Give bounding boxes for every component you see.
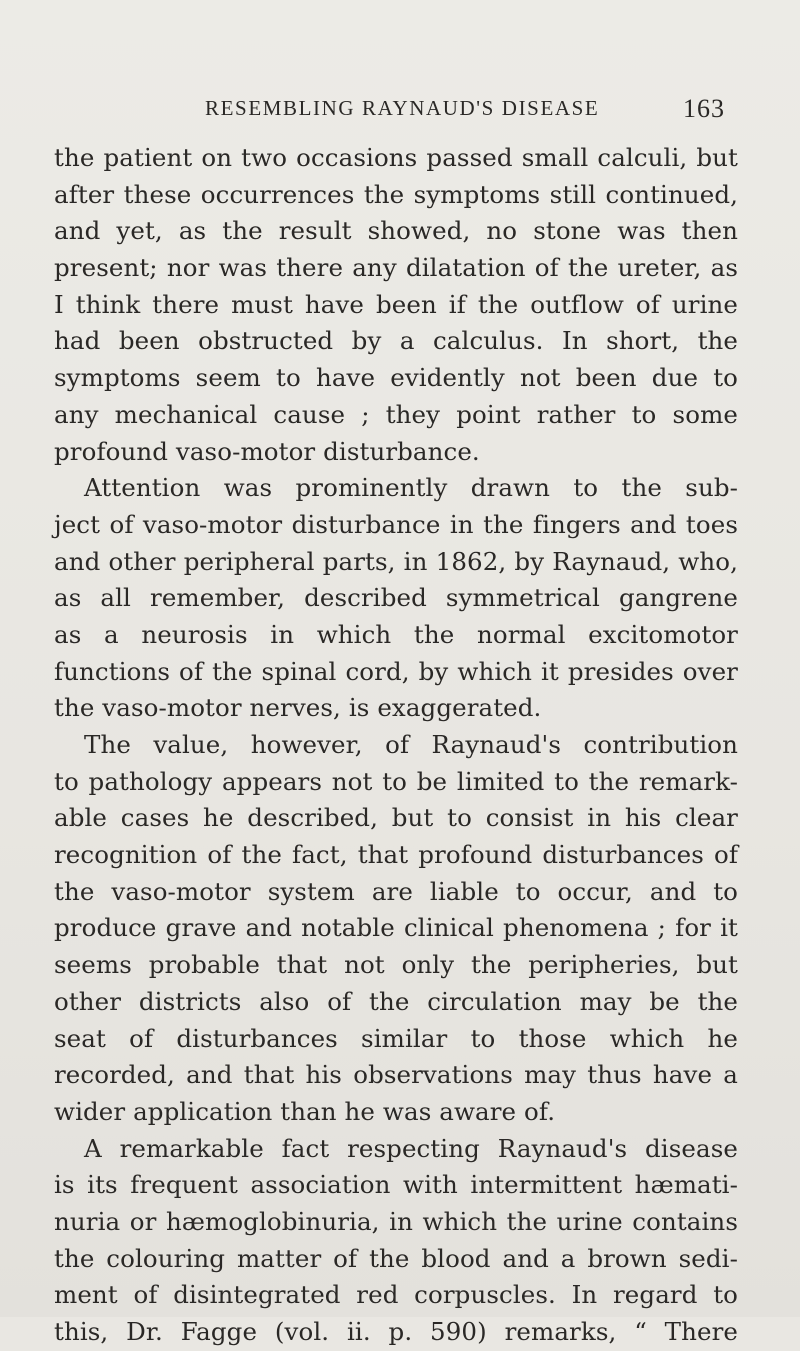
text-line: as all remember, described symmetrical gangrene xyxy=(54,583,738,613)
text-line: produce grave and notable clinical phenomena ; for it xyxy=(54,913,738,943)
text-line: present; nor was there any dilatation of the ureter, as xyxy=(54,253,738,283)
text-line: symptoms seem to have evidently not been due to xyxy=(54,363,738,393)
text-line: functions of the spinal cord, by which it presides over xyxy=(54,656,738,686)
text-line: the patient on two occasions passed small calculi, but xyxy=(54,143,738,172)
text-line: is its frequent association with intermittent hæmati- xyxy=(54,1170,738,1200)
text-line: seat of disturbances similar to those which he xyxy=(54,1023,738,1053)
page-number: 163 xyxy=(683,94,725,123)
text-line: recorded, and that his observations may thus have a xyxy=(54,1060,738,1090)
text-line: to pathology appears not to be limited to the remark- xyxy=(54,766,738,796)
text-line: other districts also of the circulation may be the xyxy=(54,986,738,1016)
text-line: the colouring matter of the blood and a brown sedi- xyxy=(54,1243,738,1273)
paragraph-first-line: The value, however, of Raynaud's contribution xyxy=(84,730,738,759)
text-line: and yet, as the result showed, no stone was then xyxy=(54,216,738,246)
running-head xyxy=(205,96,725,130)
text-line: wider application than he was aware of. xyxy=(54,1096,556,1126)
text-line: the vaso-motor system are liable to occur, and to xyxy=(54,876,738,906)
text-line: profound vaso-motor disturbance. xyxy=(54,436,480,466)
text-line: as a neurosis in which the normal excitomotor xyxy=(54,619,738,649)
text-line: ment of disintegrated red corpuscles. In regard to xyxy=(54,1280,738,1310)
text-line: ject of vaso-motor disturbance in the fingers and toes xyxy=(54,509,738,539)
text-line: and other peripheral parts, in 1862, by Raynaud, who, xyxy=(54,546,738,576)
text-line: any mechanical cause ; they point rather to some xyxy=(54,399,738,429)
running-title: RESEMBLING RAYNAUD'S DISEASE xyxy=(205,96,600,120)
text-line: recognition of the fact, that profound disturbances of xyxy=(54,840,738,870)
text-line: this, Dr. Fagge (vol. ii. p. 590) remarks, “ There xyxy=(54,1317,738,1346)
text-line: had been obstructed by a calculus. In short, the xyxy=(54,326,738,356)
text-line: seems probable that not only the peripheries, but xyxy=(54,950,738,980)
text-line: after these occurrences the symptoms still continued, xyxy=(54,179,738,209)
paragraph-first-line: A remarkable fact respecting Raynaud's disease xyxy=(84,1133,738,1163)
paragraph-first-line: Attention was prominently drawn to the sub- xyxy=(84,473,738,503)
text-line: I think there must have been if the outflow of urine xyxy=(54,289,738,319)
body-text xyxy=(54,140,738,1351)
text-line: nuria or hæmoglobinuria, in which the urine contains xyxy=(54,1206,738,1236)
text-line: the vaso-motor nerves, is exaggerated. xyxy=(54,693,542,723)
text-line: able cases he described, but to consist in his clear xyxy=(54,803,738,833)
